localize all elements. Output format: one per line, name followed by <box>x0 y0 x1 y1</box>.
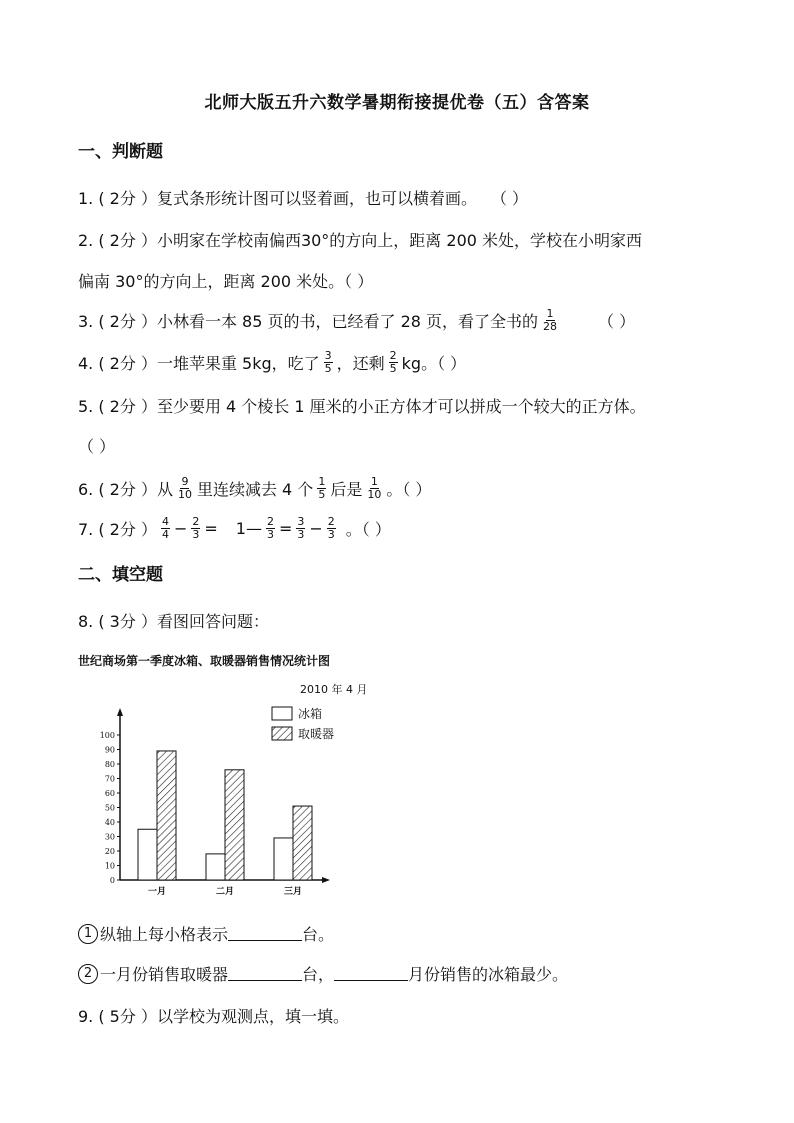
question-2-line1: 2. ( 2分 ）小明家在学校南偏西30°的方向上，距离 200 米处，学校在小明家西 <box>78 231 643 250</box>
fraction: $\frac{1}{28}$ <box>543 307 558 333</box>
legend-label: 取暖器 <box>298 727 335 741</box>
legend-swatch <box>272 727 292 740</box>
answer-blank[interactable] <box>334 966 408 981</box>
y-tick-label: 100 <box>99 731 115 740</box>
y-tick-label: 10 <box>104 861 115 871</box>
fraction: $\frac{4}{4}$ <box>161 515 169 541</box>
x-tick-label: 二月 <box>215 887 235 897</box>
legend-swatch <box>272 707 292 720</box>
fraction: $\frac{3}{3}$ <box>297 515 305 541</box>
op: = <box>204 519 218 538</box>
y-tick-label: 30 <box>104 832 115 842</box>
y-tick-label: 90 <box>104 745 115 755</box>
question-4 <box>78 350 466 375</box>
circled-number: 2 <box>78 964 98 984</box>
y-tick-label: 20 <box>104 847 115 856</box>
sub2-post: 月份销售的冰箱最少。 <box>408 965 569 984</box>
bar-chart <box>90 700 350 900</box>
fraction: $\frac{2}{5}$ <box>389 349 397 375</box>
y-tick-label: 50 <box>104 803 115 813</box>
question-6-text: 6. ( 2分 ）从 <box>78 480 173 499</box>
y-tick-label: 70 <box>104 774 115 784</box>
question-4-post: kg。（ ） <box>401 354 467 373</box>
question-3-text: 3. ( 2分 ）小林看一本 85 页的书，已经看了 28 页，看了全书的 <box>78 312 539 331</box>
answer-paren: （ ） <box>598 312 636 331</box>
question-8-sub1 <box>78 922 334 945</box>
fraction: $\frac{3}{5}$ <box>324 349 332 375</box>
section-fill: 二、填空题 <box>78 565 163 585</box>
question-5-line2: （ ） <box>78 437 116 456</box>
question-3 <box>78 308 635 333</box>
op: = <box>278 519 293 538</box>
fraction: $\frac{2}{3}$ <box>327 515 335 541</box>
question-6 <box>78 476 431 501</box>
question-2-line2: 偏南 30°的方向上，距离 200 米处。（ ） <box>78 272 374 291</box>
op: − <box>173 519 188 538</box>
fraction: $\frac{9}{10}$ <box>177 475 192 501</box>
question-4-mid: ，还剩 <box>336 354 385 373</box>
fraction: $\frac{1}{5}$ <box>318 475 326 501</box>
answer-blank[interactable] <box>228 926 302 941</box>
section-judgement: 一、判断题 <box>78 142 163 162</box>
question-4-text: 4. ( 2分 ）一堆苹果重 5kg，吃了 <box>78 354 320 373</box>
fraction: $\frac{2}{3}$ <box>266 515 274 541</box>
answer-paren: （ ） <box>490 189 529 208</box>
y-axis-arrow <box>117 708 123 716</box>
x-axis-arrow <box>322 877 330 883</box>
sub2-text: 一月份销售取暖器 <box>100 965 229 984</box>
question-6-post: 。（ ） <box>386 480 432 499</box>
op: 1— <box>235 519 262 538</box>
question-5-line1: 5. ( 2分 ）至少要用 4 个棱长 1 厘米的小正方体才可以拼成一个较大的正方体。 <box>78 397 646 416</box>
y-tick-label: 80 <box>104 760 115 769</box>
x-tick-label: 一月 <box>147 887 167 897</box>
question-7-post: 。（ ） <box>345 520 391 539</box>
bar-heater <box>293 806 312 880</box>
x-tick-label: 三月 <box>283 887 303 897</box>
question-6-mid: 里连续减去 4 个 <box>196 480 314 499</box>
circled-number: 1 <box>78 924 98 944</box>
question-9: 9. ( 5分 ）以学校为观测点，填一填。 <box>78 1007 349 1026</box>
y-tick-label: 0 <box>109 876 115 885</box>
fraction: $\frac{2}{3}$ <box>192 515 200 541</box>
question-1 <box>78 186 528 209</box>
fraction: $\frac{1}{10}$ <box>367 475 382 501</box>
sub1-post: 台。 <box>302 925 335 944</box>
bar-fridge <box>138 829 157 880</box>
legend-label: 冰箱 <box>298 707 323 721</box>
chart-subtitle: 2010 年 4 月 <box>300 683 368 696</box>
question-7 <box>78 516 391 541</box>
chart-title: 世纪商场第一季度冰箱、取暖器销售情况统计图 <box>78 654 331 668</box>
question-7-text: 7. ( 2分 ） <box>78 520 157 539</box>
question-6-mid2: 后是 <box>330 480 363 499</box>
bar-heater <box>157 751 176 880</box>
answer-blank[interactable] <box>228 966 302 981</box>
y-tick-label: 60 <box>104 789 115 798</box>
bar-heater <box>225 770 244 880</box>
bar-fridge <box>206 854 225 880</box>
y-tick-label: 40 <box>104 818 115 827</box>
question-8-sub2 <box>78 962 568 985</box>
question-8: 8. ( 3分 ）看图回答问题： <box>78 612 269 631</box>
op: − <box>309 519 323 538</box>
bar-fridge <box>274 838 293 880</box>
sub2-mid: 台， <box>302 965 335 984</box>
sub1-text: 纵轴上每小格表示 <box>100 925 229 944</box>
question-1-text: 1. ( 2分 ）复式条形统计图可以竖着画，也可以横着画。 <box>78 189 477 208</box>
page-title: 北师大版五升六数学暑期衔接提优卷（五）含答案 <box>204 93 590 113</box>
